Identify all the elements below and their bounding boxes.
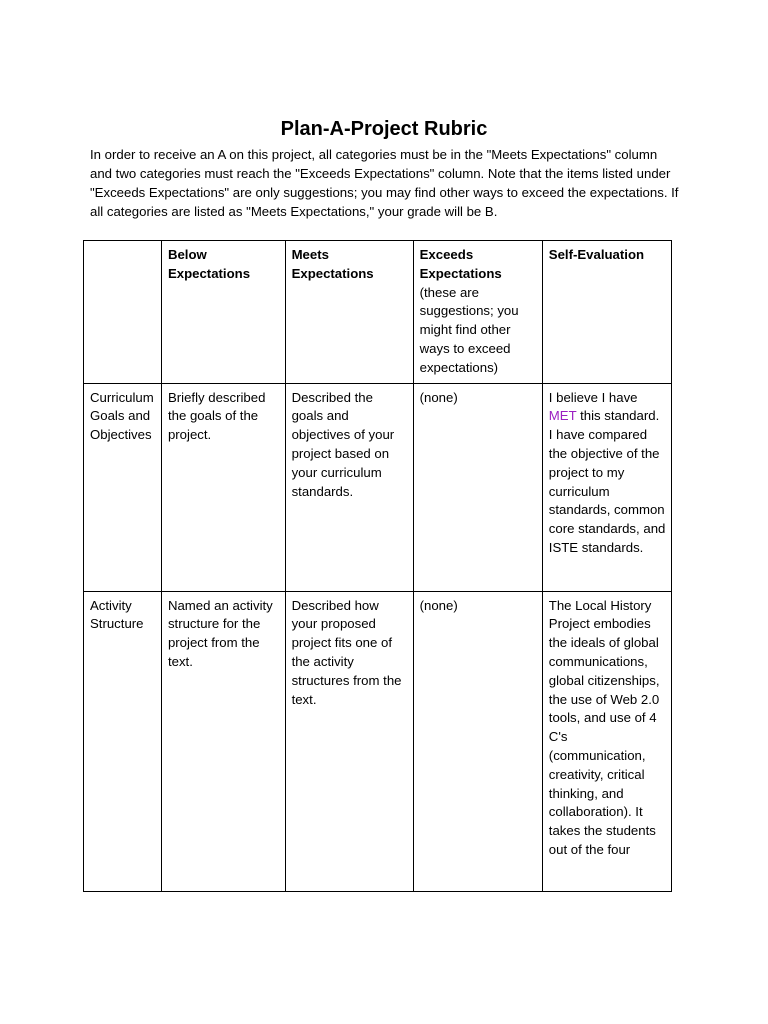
header-exceeds-label: Exceeds Expectations bbox=[419, 247, 502, 281]
header-self-eval-label: Self-Evaluation bbox=[548, 247, 645, 262]
exceeds-expectations-cell: (none) bbox=[413, 591, 542, 891]
met-highlight-text: MET bbox=[548, 408, 577, 424]
header-exceeds-note: (these are suggestions; you might find other ways to exceed expectations) bbox=[419, 284, 519, 375]
self-eval-prefix: I believe I have bbox=[548, 389, 638, 405]
header-exceeds-expectations bbox=[413, 241, 542, 384]
header-category bbox=[84, 241, 162, 384]
self-evaluation-cell: The Local History Project embodies the ideals of global communications, global citizenships, the use of Web 2.0 tools, and use of 4 C's (communication, creativity, critical thinking, and collaboration). It takes the students out of the four bbox=[542, 591, 671, 891]
table-header-row bbox=[84, 241, 672, 384]
document-title: Plan-A-Project Rubric bbox=[280, 118, 488, 140]
row-category-cell: Curriculum Goals and Objectives bbox=[84, 383, 162, 591]
header-below-label: Below Expectations bbox=[167, 247, 251, 281]
self-evaluation-cell bbox=[542, 383, 671, 591]
table-row bbox=[84, 383, 672, 591]
rubric-table bbox=[83, 240, 672, 892]
header-meets-expectations bbox=[285, 241, 413, 384]
header-self-evaluation bbox=[542, 241, 671, 384]
meets-expectations-cell: Described the goals and objectives of your project based on your curriculum standards. bbox=[285, 383, 413, 591]
table-row bbox=[84, 591, 672, 891]
row-category-cell: Activity Structure bbox=[84, 591, 162, 891]
exceeds-expectations-cell: (none) bbox=[413, 383, 542, 591]
self-eval-suffix: this standard. I have compared the objective of the project to my curriculum standards, common core standards, and ISTE standards. bbox=[548, 408, 666, 555]
below-expectations-cell: Briefly described the goals of the project. bbox=[161, 383, 285, 591]
header-meets-label: Meets Expectations bbox=[291, 247, 374, 281]
meets-expectations-cell: Described how your proposed project fits one of the activity structures from the text. bbox=[285, 591, 413, 891]
header-below-expectations bbox=[161, 241, 285, 384]
below-expectations-cell: Named an activity structure for the project from the text. bbox=[161, 591, 285, 891]
intro-paragraph: In order to receive an A on this project, all categories must be in the "Meets Expectations" column and two categories must reach the "Exceeds Expectations" column. Note that the items listed under "Exceeds Expectations" are only suggestions; you may find other ways to exceed the expectations. If all categories are listed as "Meets Expectations," your grade will be B. bbox=[90, 147, 679, 219]
